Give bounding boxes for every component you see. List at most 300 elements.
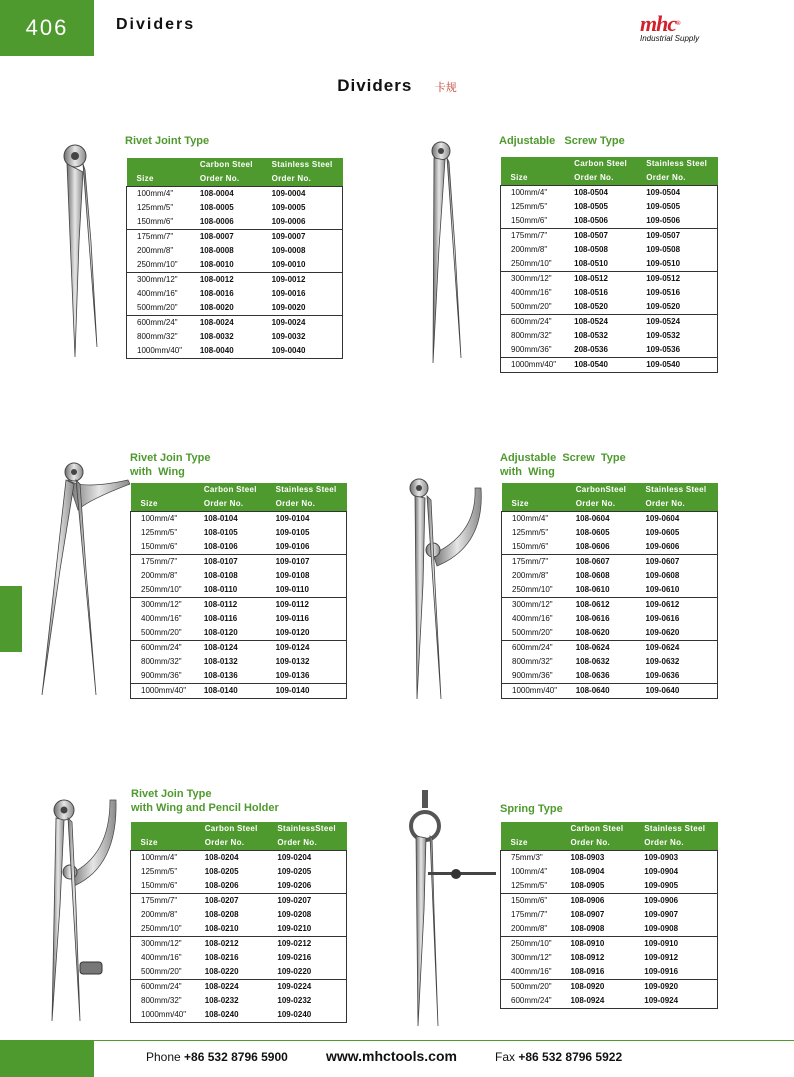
- stainless-order-cell: 109-0104: [266, 512, 347, 527]
- size-cell: 100mm/4": [501, 865, 561, 879]
- size-cell: 125mm/5": [501, 200, 565, 214]
- carbon-order-cell: 108-0636: [566, 669, 636, 684]
- stainless-order-cell: 109-0132: [266, 655, 347, 669]
- size-cell: 150mm/6": [501, 214, 565, 229]
- table-row: [131, 641, 347, 656]
- section-title-rivet-joint: [125, 134, 209, 148]
- carbon-order-cell: 108-0640: [566, 684, 636, 699]
- stainless-order-cell: 109-0008: [262, 244, 343, 258]
- carbon-order-cell: 108-0516: [564, 286, 636, 300]
- table-row: [127, 230, 343, 245]
- side-accent-bar: [0, 586, 22, 652]
- stainless-order-cell: 109-0220: [267, 965, 346, 980]
- stainless-order-cell: 109-0240: [267, 1008, 346, 1023]
- fax-number: +86 532 8796 5922: [518, 1050, 623, 1064]
- header-row-labels: [127, 172, 343, 187]
- carbon-order-cell: 108-0012: [190, 273, 262, 288]
- size-cell: 250mm/10": [502, 583, 566, 598]
- stainless-order-cell: 109-0903: [634, 851, 717, 866]
- stainless-order-cell: 109-0020: [262, 301, 343, 316]
- section-title-line: with Wing: [130, 466, 185, 478]
- size-cell: 1000mm/40": [131, 684, 194, 699]
- size-cell: 1000mm/40": [502, 684, 566, 699]
- table-row: [502, 598, 718, 613]
- size-cell: 250mm/10": [127, 258, 190, 273]
- carbon-order-cell: 108-0220: [195, 965, 268, 980]
- carbon-order-cell: 108-0112: [194, 598, 266, 613]
- carbon-order-cell: 108-0004: [190, 187, 262, 202]
- size-cell: 150mm/6": [131, 540, 194, 555]
- divider-rivet-wing-icon: [38, 460, 133, 700]
- size-cell: 200mm/8": [502, 569, 566, 583]
- stainless-order-cell: 109-0224: [267, 980, 346, 995]
- stainless-order-cell: 109-0006: [262, 215, 343, 230]
- section-title-line: Rivet Join Type: [131, 788, 212, 800]
- column-header: [502, 483, 566, 497]
- stainless-order-cell: 109-0024: [262, 316, 343, 331]
- carbon-order-cell: 108-0520: [564, 300, 636, 315]
- section-title-pencil-holder: [131, 787, 279, 815]
- stainless-order-cell: 109-0105: [266, 526, 347, 540]
- stainless-order-cell: 109-0112: [266, 598, 347, 613]
- carbon-order-cell: 108-0904: [560, 865, 634, 879]
- carbon-order-cell: 108-0510: [564, 257, 636, 272]
- size-cell: 600mm/24": [502, 641, 566, 656]
- size-cell: 100mm/4": [131, 851, 195, 866]
- carbon-order-cell: 108-0210: [195, 922, 268, 937]
- header-row-material: [501, 822, 718, 836]
- stainless-order-cell: 109-0908: [634, 922, 717, 937]
- header-row-material: [131, 483, 347, 497]
- carbon-order-cell: 108-0507: [564, 229, 636, 244]
- stainless-order-cell: 109-0612: [635, 598, 717, 613]
- table-row: [502, 641, 718, 656]
- size-cell: 125mm/5": [127, 201, 190, 215]
- column-header: Order No.: [636, 171, 717, 186]
- carbon-order-cell: 208-0536: [564, 343, 636, 358]
- size-cell: 800mm/32": [502, 655, 566, 669]
- stainless-order-cell: 109-0906: [634, 894, 717, 909]
- size-cell: 500mm/20": [501, 980, 561, 995]
- column-header: Carbon Steel: [195, 822, 268, 836]
- table-row: [131, 669, 347, 684]
- stainless-order-cell: 109-0636: [635, 669, 717, 684]
- spec-table-rivet-wing: [130, 483, 347, 699]
- table-row: [131, 865, 347, 879]
- stainless-order-cell: 109-0920: [634, 980, 717, 995]
- size-cell: 400mm/16": [501, 965, 561, 980]
- carbon-order-cell: 108-0920: [560, 980, 634, 995]
- size-cell: 200mm/8": [501, 243, 565, 257]
- table-row: [131, 526, 347, 540]
- size-cell: 100mm/4": [131, 512, 194, 527]
- section-title-rivet-wing: [130, 451, 210, 479]
- size-cell: 300mm/12": [131, 937, 195, 952]
- stainless-order-cell: 109-0508: [636, 243, 717, 257]
- table-row: [501, 922, 718, 937]
- size-cell: 600mm/24": [501, 315, 565, 330]
- size-cell: 175mm/7": [127, 230, 190, 245]
- size-cell: 175mm/7": [501, 229, 565, 244]
- header-row-labels: [501, 836, 718, 851]
- carbon-order-cell: 108-0116: [194, 612, 266, 626]
- size-cell: 500mm/20": [127, 301, 190, 316]
- table-row: [127, 344, 343, 359]
- size-cell: 125mm/5": [131, 865, 195, 879]
- stainless-order-cell: 109-0608: [635, 569, 717, 583]
- carbon-order-cell: 108-0010: [190, 258, 262, 273]
- table-row: [501, 272, 718, 287]
- spec-table-rivet-joint: [126, 158, 343, 359]
- size-cell: 400mm/16": [131, 951, 195, 965]
- table-row: [127, 301, 343, 316]
- stainless-order-cell: 109-0108: [266, 569, 347, 583]
- size-cell: 125mm/5": [502, 526, 566, 540]
- table-row: [501, 229, 718, 244]
- stainless-order-cell: 109-0604: [635, 512, 717, 527]
- carbon-order-cell: 108-0903: [560, 851, 634, 866]
- carbon-order-cell: 108-0124: [194, 641, 266, 656]
- size-cell: 175mm/7": [502, 555, 566, 570]
- table-row: [502, 569, 718, 583]
- table-row: [127, 330, 343, 344]
- table-row: [501, 879, 718, 894]
- carbon-order-cell: 108-0912: [560, 951, 634, 965]
- size-cell: 800mm/32": [131, 655, 194, 669]
- spec-table-pencil-holder: [130, 822, 347, 1023]
- size-cell: 100mm/4": [127, 187, 190, 202]
- carbon-order-cell: 108-0605: [566, 526, 636, 540]
- carbon-order-cell: 108-0216: [195, 951, 268, 965]
- table-row: [131, 612, 347, 626]
- title-chinese: 卡规: [434, 82, 457, 94]
- carbon-order-cell: 108-0140: [194, 684, 266, 699]
- carbon-order-cell: 108-0232: [195, 994, 268, 1008]
- carbon-order-cell: 108-0205: [195, 865, 268, 879]
- carbon-order-cell: 108-0924: [560, 994, 634, 1009]
- stainless-order-cell: 109-0012: [262, 273, 343, 288]
- stainless-order-cell: 109-0106: [266, 540, 347, 555]
- size-cell: 200mm/8": [131, 569, 194, 583]
- stainless-order-cell: 109-0916: [634, 965, 717, 980]
- carbon-order-cell: 108-0540: [564, 358, 636, 373]
- stainless-order-cell: 109-0140: [266, 684, 347, 699]
- stainless-order-cell: 109-0624: [635, 641, 717, 656]
- table-row: [131, 540, 347, 555]
- table-row: [131, 894, 347, 909]
- stainless-order-cell: 109-0204: [267, 851, 346, 866]
- divider-pencil-holder-icon: [40, 796, 120, 1026]
- table-row: [131, 994, 347, 1008]
- section-heading: Dividers: [116, 16, 196, 33]
- table-row: [131, 980, 347, 995]
- size-cell: 500mm/20": [501, 300, 565, 315]
- size-cell: 300mm/12": [502, 598, 566, 613]
- table-row: [131, 512, 347, 527]
- section-title-line: Rivet Join Type: [130, 452, 211, 464]
- header-row-labels: [131, 497, 347, 512]
- column-header: Order No.: [566, 497, 636, 512]
- size-cell: 400mm/16": [501, 286, 565, 300]
- table-row: [501, 358, 718, 373]
- size-cell: 900mm/36": [501, 343, 565, 358]
- carbon-order-cell: 108-0008: [190, 244, 262, 258]
- column-header: Stainless Steel: [266, 483, 347, 497]
- column-header: Order No.: [634, 836, 717, 851]
- table-row: [501, 286, 718, 300]
- stainless-order-cell: 109-0516: [636, 286, 717, 300]
- table-row: [502, 583, 718, 598]
- column-header: Order No.: [635, 497, 717, 512]
- table-row: [502, 655, 718, 669]
- stainless-order-cell: 109-0004: [262, 187, 343, 202]
- phone-label: Phone: [146, 1050, 181, 1064]
- stainless-order-cell: 109-0207: [267, 894, 346, 909]
- table-row: [131, 965, 347, 980]
- table-row: [127, 244, 343, 258]
- table-row: [131, 598, 347, 613]
- size-cell: 75mm/3": [501, 851, 561, 866]
- column-header: Size: [501, 171, 565, 186]
- carbon-order-cell: 108-0524: [564, 315, 636, 330]
- carbon-order-cell: 108-0108: [194, 569, 266, 583]
- carbon-order-cell: 108-0632: [566, 655, 636, 669]
- size-cell: 500mm/20": [131, 626, 194, 641]
- stainless-order-cell: 109-0124: [266, 641, 347, 656]
- size-cell: 150mm/6": [501, 894, 561, 909]
- table-row: [501, 865, 718, 879]
- carbon-order-cell: 108-0532: [564, 329, 636, 343]
- header-row-labels: [501, 171, 718, 186]
- stainless-order-cell: 109-0540: [636, 358, 717, 373]
- table-row: [501, 300, 718, 315]
- stainless-order-cell: 109-0616: [635, 612, 717, 626]
- carbon-order-cell: 108-0620: [566, 626, 636, 641]
- page-title: [0, 76, 794, 96]
- table-row: [501, 937, 718, 952]
- stainless-order-cell: 109-0506: [636, 214, 717, 229]
- carbon-order-cell: 108-0505: [564, 200, 636, 214]
- size-cell: 300mm/12": [501, 272, 565, 287]
- table-row: [131, 922, 347, 937]
- stainless-order-cell: 109-0907: [634, 908, 717, 922]
- column-header: Stainless Steel: [635, 483, 717, 497]
- table-row: [501, 329, 718, 343]
- section-title-line: with Wing and Pencil Holder: [131, 802, 279, 814]
- column-header: [131, 483, 194, 497]
- carbon-order-cell: 108-0916: [560, 965, 634, 980]
- size-cell: 250mm/10": [131, 922, 195, 937]
- stainless-order-cell: 109-0007: [262, 230, 343, 245]
- carbon-order-cell: 108-0616: [566, 612, 636, 626]
- table-row: [127, 258, 343, 273]
- carbon-order-cell: 108-0007: [190, 230, 262, 245]
- size-cell: 250mm/10": [501, 257, 565, 272]
- column-header: Stainless Steel: [634, 822, 717, 836]
- carbon-order-cell: 108-0204: [195, 851, 268, 866]
- stainless-order-cell: 109-0512: [636, 272, 717, 287]
- footer-divider: [94, 1040, 794, 1041]
- column-header: [127, 158, 190, 172]
- carbon-order-cell: 108-0040: [190, 344, 262, 359]
- divider-adjustable-wing-icon: [405, 474, 485, 704]
- column-header: Carbon Steel: [564, 157, 636, 171]
- column-header: Order No.: [194, 497, 266, 512]
- table-row: [501, 343, 718, 358]
- size-cell: 400mm/16": [502, 612, 566, 626]
- column-header: CarbonSteel: [566, 483, 636, 497]
- column-header: Size: [127, 172, 190, 187]
- footer-accent-band: [0, 1040, 94, 1077]
- stainless-order-cell: 109-0607: [635, 555, 717, 570]
- size-cell: 200mm/8": [127, 244, 190, 258]
- carbon-order-cell: 108-0905: [560, 879, 634, 894]
- size-cell: 400mm/16": [127, 287, 190, 301]
- table-row: [131, 1008, 347, 1023]
- header-row-material: [502, 483, 718, 497]
- stainless-order-cell: 109-0010: [262, 258, 343, 273]
- size-cell: 125mm/5": [501, 879, 561, 894]
- carbon-order-cell: 108-0607: [566, 555, 636, 570]
- carbon-order-cell: 108-0207: [195, 894, 268, 909]
- stainless-order-cell: 109-0136: [266, 669, 347, 684]
- table-row: [502, 612, 718, 626]
- stainless-order-cell: 109-0232: [267, 994, 346, 1008]
- column-header: Order No.: [267, 836, 346, 851]
- column-header: Order No.: [195, 836, 268, 851]
- section-title-line: Rivet Joint Type: [125, 135, 210, 147]
- table-row: [131, 879, 347, 894]
- size-cell: 600mm/24": [131, 641, 194, 656]
- size-cell: 250mm/10": [501, 937, 561, 952]
- table-row: [502, 626, 718, 641]
- divider-rivet-joint-icon: [55, 142, 105, 362]
- size-cell: 175mm/7": [131, 894, 195, 909]
- size-cell: 600mm/24": [127, 316, 190, 331]
- size-cell: 200mm/8": [501, 922, 561, 937]
- column-header: Carbon Steel: [190, 158, 262, 172]
- header-row-material: [131, 822, 347, 836]
- stainless-order-cell: 109-0032: [262, 330, 343, 344]
- carbon-order-cell: 108-0110: [194, 583, 266, 598]
- table-row: [131, 937, 347, 952]
- table-row: [127, 316, 343, 331]
- table-row: [502, 555, 718, 570]
- table-row: [131, 583, 347, 598]
- table-row: [501, 951, 718, 965]
- divider-adjustable-screw-icon: [425, 138, 470, 368]
- section-title-line: Adjustable Screw Type: [499, 135, 625, 147]
- table-row: [131, 908, 347, 922]
- size-cell: 600mm/24": [131, 980, 195, 995]
- website-link[interactable]: www.mhctools.com: [326, 1048, 457, 1064]
- carbon-order-cell: 108-0906: [560, 894, 634, 909]
- divider-spring-icon: [408, 790, 498, 1030]
- size-cell: 800mm/32": [127, 330, 190, 344]
- page-number: 406: [0, 0, 94, 56]
- section-title-line: with Wing: [500, 466, 555, 478]
- carbon-order-cell: 108-0612: [566, 598, 636, 613]
- stainless-order-cell: 109-0507: [636, 229, 717, 244]
- size-cell: 1000mm/40": [131, 1008, 195, 1023]
- stainless-order-cell: 109-0532: [636, 329, 717, 343]
- stainless-order-cell: 109-0924: [634, 994, 717, 1009]
- size-cell: 900mm/36": [502, 669, 566, 684]
- carbon-order-cell: 108-0907: [560, 908, 634, 922]
- carbon-order-cell: 108-0104: [194, 512, 266, 527]
- stainless-order-cell: 109-0904: [634, 865, 717, 879]
- stainless-order-cell: 109-0040: [262, 344, 343, 359]
- stainless-order-cell: 109-0205: [267, 865, 346, 879]
- stainless-order-cell: 109-0120: [266, 626, 347, 641]
- size-cell: 125mm/5": [131, 526, 194, 540]
- size-cell: 800mm/32": [131, 994, 195, 1008]
- stainless-order-cell: 109-0504: [636, 186, 717, 201]
- carbon-order-cell: 108-0624: [566, 641, 636, 656]
- carbon-order-cell: 108-0512: [564, 272, 636, 287]
- carbon-order-cell: 108-0107: [194, 555, 266, 570]
- carbon-order-cell: 108-0604: [566, 512, 636, 527]
- size-cell: 175mm/7": [501, 908, 561, 922]
- column-header: Order No.: [190, 172, 262, 187]
- table-row: [501, 994, 718, 1009]
- size-cell: 800mm/32": [501, 329, 565, 343]
- title-main: Dividers: [337, 76, 413, 95]
- table-row: [501, 980, 718, 995]
- size-cell: 900mm/36": [131, 669, 194, 684]
- carbon-order-cell: 108-0910: [560, 937, 634, 952]
- size-cell: 150mm/6": [127, 215, 190, 230]
- column-header: Stainless Steel: [636, 157, 717, 171]
- table-row: [501, 965, 718, 980]
- table-row: [131, 569, 347, 583]
- column-header: Size: [501, 836, 561, 851]
- stainless-order-cell: 109-0206: [267, 879, 346, 894]
- size-cell: 200mm/8": [131, 908, 195, 922]
- table-row: [131, 555, 347, 570]
- stainless-order-cell: 109-0208: [267, 908, 346, 922]
- carbon-order-cell: 108-0132: [194, 655, 266, 669]
- table-row: [127, 287, 343, 301]
- stainless-order-cell: 109-0620: [635, 626, 717, 641]
- header-row-material: [127, 158, 343, 172]
- size-cell: 1000mm/40": [501, 358, 565, 373]
- stainless-order-cell: 109-0524: [636, 315, 717, 330]
- carbon-order-cell: 108-0240: [195, 1008, 268, 1023]
- table-row: [501, 851, 718, 866]
- table-row: [501, 186, 718, 201]
- table-row: [502, 684, 718, 699]
- carbon-order-cell: 108-0024: [190, 316, 262, 331]
- carbon-order-cell: 108-0120: [194, 626, 266, 641]
- carbon-order-cell: 108-0032: [190, 330, 262, 344]
- size-cell: 500mm/20": [131, 965, 195, 980]
- stainless-order-cell: 109-0216: [267, 951, 346, 965]
- carbon-order-cell: 108-0020: [190, 301, 262, 316]
- size-cell: 300mm/12": [131, 598, 194, 613]
- section-title-adjustable-wing: [500, 451, 626, 479]
- carbon-order-cell: 108-0908: [560, 922, 634, 937]
- carbon-order-cell: 108-0606: [566, 540, 636, 555]
- column-header: [501, 822, 561, 836]
- carbon-order-cell: 108-0504: [564, 186, 636, 201]
- stainless-order-cell: 109-0605: [635, 526, 717, 540]
- carbon-order-cell: 108-0508: [564, 243, 636, 257]
- size-cell: 150mm/6": [502, 540, 566, 555]
- carbon-order-cell: 108-0016: [190, 287, 262, 301]
- table-row: [501, 908, 718, 922]
- table-row: [127, 187, 343, 202]
